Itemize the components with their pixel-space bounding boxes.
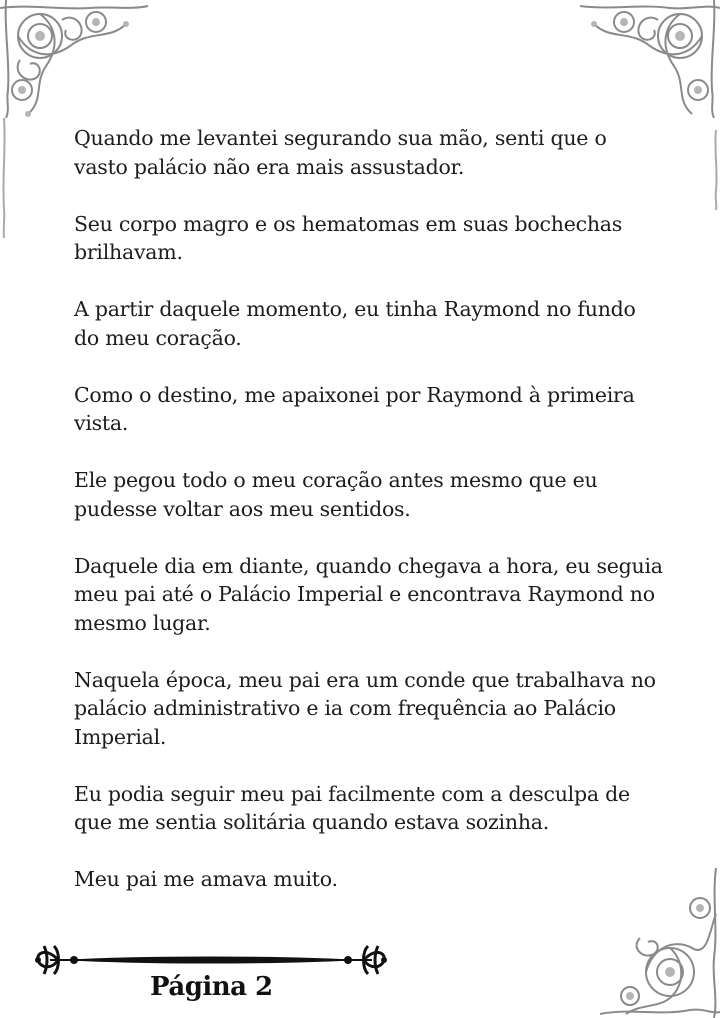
- paragraph: Quando me levantei segurando sua mão, senti que o vasto palácio não era mais assustador.: [74, 126, 607, 179]
- top-left-filigree-ornament: [0, 0, 150, 118]
- top-right-filigree-ornament: [580, 0, 720, 118]
- paragraph: Daquele dia em diante, quando chegava a hora, eu seguia meu pai até o Palácio Imperial e encontrava Raymond no mesmo lugar.: [74, 553, 663, 635]
- right-edge-ornament: [712, 130, 720, 210]
- paragraph: Seu corpo magro e os hematomas em suas bochechas brilhavam.: [74, 211, 623, 264]
- paragraph: Eu podia seguir meu pai facilmente com a desculpa de que me sentia solitária quando estava sozinha.: [74, 781, 630, 834]
- paragraph: Ele pegou todo o meu coração antes mesmo que eu pudesse voltar aos meu sentidos.: [74, 468, 598, 521]
- left-edge-ornament: [0, 118, 8, 238]
- paragraph: Meu pai me amava muito.: [74, 867, 338, 891]
- paragraph: A partir daquele momento, eu tinha Raymond no fundo do meu coração.: [74, 297, 636, 350]
- paragraph: Naquela época, meu pai era um conde que trabalhava no palácio administrativo e ia com frequência ao Palácio Imperial.: [74, 667, 656, 749]
- paragraph: Como o destino, me apaixonei por Raymond à primeira vista.: [74, 382, 635, 435]
- page-number: Página 2: [150, 972, 273, 1002]
- chapter-text: [74, 124, 664, 922]
